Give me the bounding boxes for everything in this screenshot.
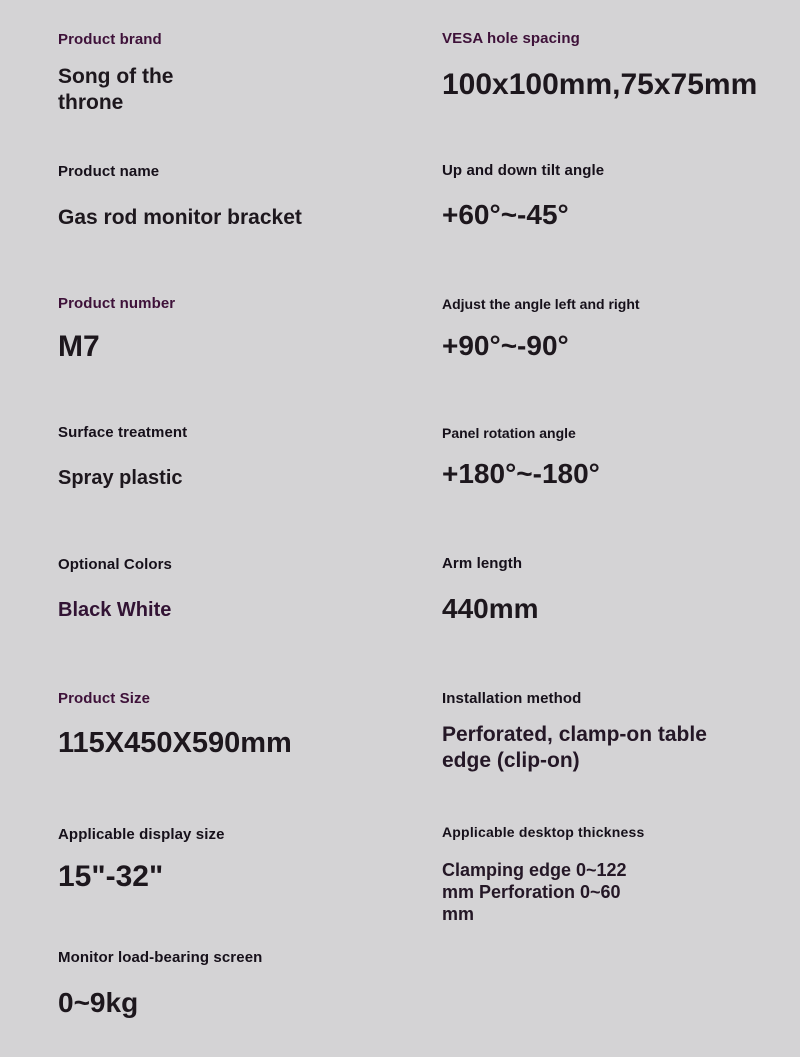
spec-arm-length [442,555,782,627]
spec-load-bearing [58,949,358,1021]
spec-surface-treatment [58,424,358,491]
spec-value: 115X450X590mm [58,727,292,759]
spec-value: Black White [58,599,172,621]
spec-label: Product name [58,163,160,180]
spec-label: Product Size [58,690,151,707]
spec-label: Product brand [58,31,162,48]
spec-value: Gas rod monitor bracket [58,206,302,229]
spec-label: Applicable desktop thickness [442,824,645,840]
spec-value: +180°~-180° [442,457,600,489]
spec-value: Perforated, clamp-on table edge (clip-on) [442,723,707,773]
spec-product-size [58,690,378,762]
spec-value: Spray plastic [58,467,183,489]
spec-optional-colors [58,556,358,623]
spec-label: VESA hole spacing [442,30,580,47]
spec-value: 0~9kg [58,987,139,1018]
spec-label: Adjust the angle left and right [442,296,640,312]
spec-label: Optional Colors [58,556,172,573]
spec-label: Up and down tilt angle [442,162,605,179]
spec-display-size [58,826,358,895]
spec-desktop-thickness [442,824,782,926]
spec-label: Installation method [442,690,582,707]
spec-value: 100x100mm,75x75mm [442,68,758,101]
spec-product-name [58,163,378,231]
spec-value: Song of the throne [58,65,174,115]
spec-label: Panel rotation angle [442,425,576,441]
spec-value: +90°~-90° [442,329,569,361]
spec-swivel-angle [442,296,782,364]
spec-product-number [58,295,358,365]
spec-value: M7 [58,330,100,363]
spec-product-brand [58,31,358,116]
spec-value: 15"-32" [58,860,164,893]
spec-vesa-spacing [442,30,797,103]
spec-label: Monitor load-bearing screen [58,949,263,966]
spec-label: Surface treatment [58,424,188,441]
spec-value: +60°~-45° [442,199,569,230]
spec-label: Arm length [442,555,523,572]
spec-value: 440mm [442,593,539,624]
spec-label: Product number [58,295,176,312]
spec-label: Applicable display size [58,826,225,843]
spec-tilt-angle [442,162,782,233]
spec-rotation-angle [442,425,782,492]
spec-value: Clamping edge 0~122 mm Perforation 0~60 mm [442,859,627,925]
spec-installation-method [442,690,782,775]
